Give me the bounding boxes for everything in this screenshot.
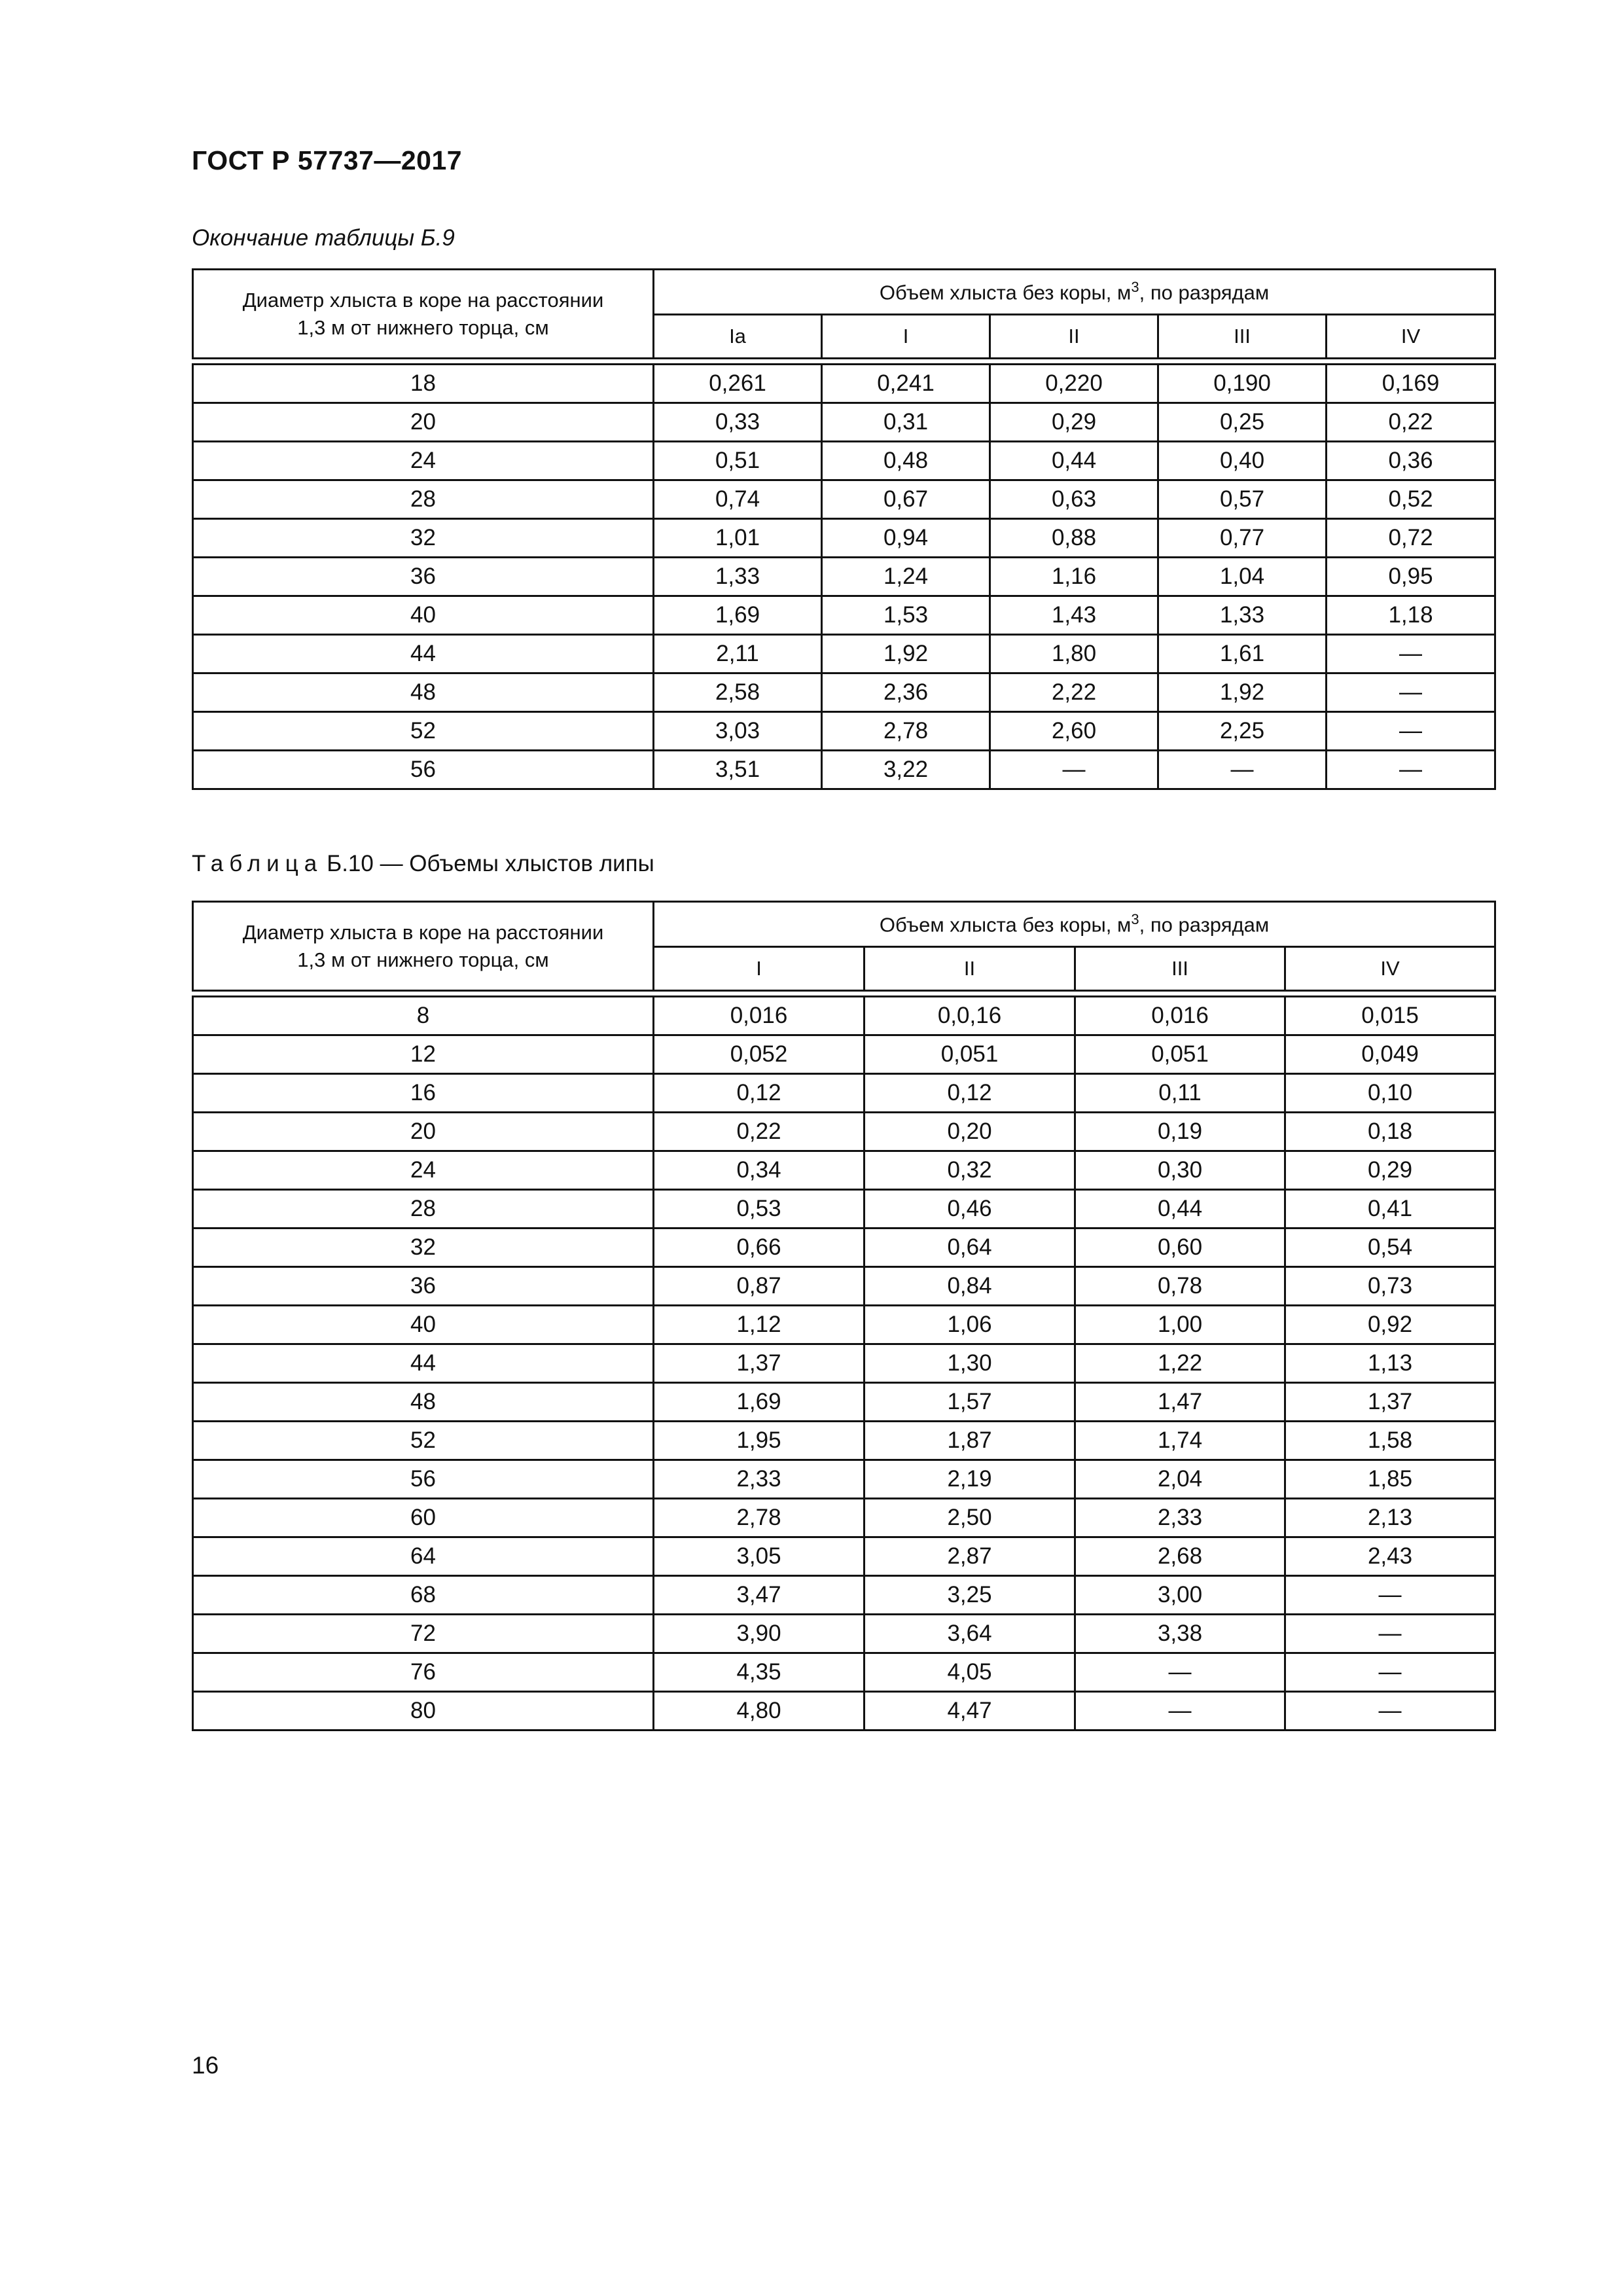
table-b9-volume-cell: 1,33 xyxy=(654,558,822,596)
table-b10-volume-header-text: Объем хлыста без коры, м xyxy=(879,913,1132,937)
table-b10-row xyxy=(193,1499,1495,1537)
table-b10-diameter-cell: 24 xyxy=(193,1151,654,1190)
table-b10-volume-cell: 0,22 xyxy=(654,1113,865,1151)
table-b9-volume-cell: 0,44 xyxy=(990,442,1158,480)
table-b9-diameter-header-line1: Диаметр хлыста в коре на расстоянии xyxy=(242,288,604,312)
table-b9-volume-cell: 1,53 xyxy=(822,596,990,635)
table-b10-row xyxy=(193,1267,1495,1306)
table-b10-diameter-header-line1: Диаметр хлыста в коре на расстоянии xyxy=(242,920,604,944)
table-b10-row xyxy=(193,1074,1495,1113)
table-b10-diameter-cell: 64 xyxy=(193,1537,654,1576)
table-b10-row xyxy=(193,1306,1495,1344)
table-b9-volume-cell: — xyxy=(1327,635,1495,673)
table-b9-volume-cell: 3,51 xyxy=(654,751,822,789)
table-b10-volume-cell: 4,80 xyxy=(654,1692,865,1731)
table-b9-volume-cell: — xyxy=(1327,712,1495,751)
table-b10-volume-cell: 3,00 xyxy=(1075,1576,1285,1615)
table-b9-volume-cell: 0,51 xyxy=(654,442,822,480)
table-b10-volume-cell: 1,58 xyxy=(1285,1422,1495,1460)
table-b10-diameter-cell: 48 xyxy=(193,1383,654,1422)
table-b10-volume-cell: 0,20 xyxy=(865,1113,1075,1151)
table-b9-column-header: IV xyxy=(1327,315,1495,359)
table-b10-volume-cell: 3,64 xyxy=(865,1615,1075,1653)
table-b10-column-header: II xyxy=(865,947,1075,991)
table-b10-volume-cell: 0,12 xyxy=(865,1074,1075,1113)
table-b10-volume-cell: 3,90 xyxy=(654,1615,865,1653)
table-b10-volume-cell: 0,0,16 xyxy=(865,997,1075,1035)
table-b10-volume-cell: 2,33 xyxy=(654,1460,865,1499)
table-b10-diameter-cell: 28 xyxy=(193,1190,654,1229)
table-b10-volume-cell: 0,30 xyxy=(1075,1151,1285,1190)
table-b9-volume-cell: 0,220 xyxy=(990,365,1158,403)
table-b9-volume-cell: 2,36 xyxy=(822,673,990,712)
table-b10-diameter-cell: 40 xyxy=(193,1306,654,1344)
table-b9-diameter-cell: 32 xyxy=(193,519,654,558)
table-b10-volume-cell: 1,00 xyxy=(1075,1306,1285,1344)
table-b9-volume-cell: 0,94 xyxy=(822,519,990,558)
table-b10-volume-cell: — xyxy=(1075,1653,1285,1692)
table-b9-diameter-header-line2: 1,3 м от нижнего торца, см xyxy=(297,315,549,339)
table-b10-row xyxy=(193,1383,1495,1422)
table-b10-volume-cell: 2,87 xyxy=(865,1537,1075,1576)
table-b10-volume-cell: 1,13 xyxy=(1285,1344,1495,1383)
table-b10-diameter-cell: 80 xyxy=(193,1692,654,1731)
table-b9-column-header: Ia xyxy=(654,315,822,359)
table-b10-row xyxy=(193,1229,1495,1267)
table-b10-volume-header-suffix: , по разрядам xyxy=(1139,913,1270,937)
table-b10-volume-cell: 1,30 xyxy=(865,1344,1075,1383)
table-b9-row xyxy=(193,712,1495,751)
table-b10-volume-cell: 0,29 xyxy=(1285,1151,1495,1190)
table-b9-volume-cell: 2,11 xyxy=(654,635,822,673)
table-b10-volume-cell: 0,92 xyxy=(1285,1306,1495,1344)
table-b10-row xyxy=(193,1460,1495,1499)
table-b10-diameter-cell: 76 xyxy=(193,1653,654,1692)
table-b9-volume-cell: 0,77 xyxy=(1158,519,1327,558)
table-b9-volume-cell: 0,25 xyxy=(1158,403,1327,442)
table-b9-row xyxy=(193,751,1495,789)
table-b9-diameter-cell: 20 xyxy=(193,403,654,442)
table-b10-volume-cell: 0,12 xyxy=(654,1074,865,1113)
table-b10-volume-cell: 1,37 xyxy=(654,1344,865,1383)
table-b10-volume-cell: 1,47 xyxy=(1075,1383,1285,1422)
table-b9-column-header: I xyxy=(822,315,990,359)
table-b10-volume-cell: 2,04 xyxy=(1075,1460,1285,1499)
table-b9-volume-cell: 2,60 xyxy=(990,712,1158,751)
table-b9-volume-cell: 0,57 xyxy=(1158,480,1327,519)
table-b10-volume-cell: 0,60 xyxy=(1075,1229,1285,1267)
table-b10-volume-cell: 0,44 xyxy=(1075,1190,1285,1229)
table-b10-row xyxy=(193,1190,1495,1229)
table-b9-column-header: II xyxy=(990,315,1158,359)
table-b10-volume-cell: 0,54 xyxy=(1285,1229,1495,1267)
table-b9-volume-cell: 0,48 xyxy=(822,442,990,480)
table-b10-volume-cell: 2,33 xyxy=(1075,1499,1285,1537)
table-b9-volume-cell: 0,33 xyxy=(654,403,822,442)
table-b10-volume-cell: 0,18 xyxy=(1285,1113,1495,1151)
table-b10-caption-title: Б.10 — Объемы хлыстов липы xyxy=(327,851,654,876)
table-b10-volume-cell: 0,051 xyxy=(1075,1035,1285,1074)
table-b10-volume-cell: 0,73 xyxy=(1285,1267,1495,1306)
table-b9-volume-header-text: Объем хлыста без коры, м xyxy=(879,281,1132,304)
table-b10-diameter-header-line2: 1,3 м от нижнего торца, см xyxy=(297,948,549,971)
table-b9-volume-cell: 2,58 xyxy=(654,673,822,712)
table-b10-volume-cell: 4,47 xyxy=(865,1692,1075,1731)
table-b10-volume-cell: 1,06 xyxy=(865,1306,1075,1344)
table-b9-volume-cell: 0,67 xyxy=(822,480,990,519)
table-b10-volume-cell: 1,37 xyxy=(1285,1383,1495,1422)
table-b10-volume-cell: 2,78 xyxy=(654,1499,865,1537)
table-b10-row xyxy=(193,1035,1495,1074)
table-b10-volume-cell: 0,052 xyxy=(654,1035,865,1074)
table-b9-volume-cell: 2,78 xyxy=(822,712,990,751)
table-b9-volume-cell: 1,16 xyxy=(990,558,1158,596)
table-b10-diameter-cell: 72 xyxy=(193,1615,654,1653)
table-b10-diameter-cell: 32 xyxy=(193,1229,654,1267)
table-b10-volume-cell: 3,47 xyxy=(654,1576,865,1615)
table-b9-volume-header-suffix: , по разрядам xyxy=(1139,281,1270,304)
table-b9-volume-cell: 3,22 xyxy=(822,751,990,789)
table-b10-volume-cell: 3,38 xyxy=(1075,1615,1285,1653)
table-b10-diameter-cell: 20 xyxy=(193,1113,654,1151)
table-b10-column-header: III xyxy=(1075,947,1285,991)
table-b9-row xyxy=(193,558,1495,596)
table-b9-volume-cell: 0,36 xyxy=(1327,442,1495,480)
table-b9-volume-cell: — xyxy=(1327,751,1495,789)
table-b9-row xyxy=(193,403,1495,442)
table-b10-volume-header xyxy=(654,902,1495,947)
table-b10-volume-cell: 0,34 xyxy=(654,1151,865,1190)
table-b10-volume-cell: 1,57 xyxy=(865,1383,1075,1422)
table-b10-volume-cell: — xyxy=(1285,1653,1495,1692)
table-b9-volume-cell: 0,74 xyxy=(654,480,822,519)
table-b10-volume-cell: 0,66 xyxy=(654,1229,865,1267)
table-b10-volume-cell: 1,74 xyxy=(1075,1422,1285,1460)
table-b9-volume-cell: — xyxy=(1158,751,1327,789)
table-b9-volume-cell: 1,92 xyxy=(1158,673,1327,712)
table-b10-diameter-header xyxy=(193,902,654,991)
table-b9-row xyxy=(193,519,1495,558)
table-b9-column-header: III xyxy=(1158,315,1327,359)
table-b10-diameter-cell: 56 xyxy=(193,1460,654,1499)
table-b9-volume-cell: — xyxy=(990,751,1158,789)
table-b10-row xyxy=(193,1615,1495,1653)
table-b10-volume-cell: 0,41 xyxy=(1285,1190,1495,1229)
table-b9-diameter-cell: 18 xyxy=(193,365,654,403)
table-b10-diameter-cell: 68 xyxy=(193,1576,654,1615)
table-b10-volume-header-sup: 3 xyxy=(1131,911,1139,928)
table-b9-volume-cell: 1,18 xyxy=(1327,596,1495,635)
table-b10-diameter-cell: 44 xyxy=(193,1344,654,1383)
table-b10-row xyxy=(193,1113,1495,1151)
table-b9-volume-cell: 0,190 xyxy=(1158,365,1327,403)
table-b9-volume-cell: — xyxy=(1327,673,1495,712)
table-b10-volume-cell: 2,19 xyxy=(865,1460,1075,1499)
table-b9-volume-cell: 0,52 xyxy=(1327,480,1495,519)
page-number: 16 xyxy=(192,2052,219,2079)
table-b10-volume-cell: 4,05 xyxy=(865,1653,1075,1692)
table-b9-volume-cell: 1,01 xyxy=(654,519,822,558)
table-b10-volume-cell: 0,11 xyxy=(1075,1074,1285,1113)
table-b10-volume-cell: 0,051 xyxy=(865,1035,1075,1074)
table-b9-row xyxy=(193,673,1495,712)
table-b9-volume-cell: 0,31 xyxy=(822,403,990,442)
table-b10-volume-cell: — xyxy=(1285,1615,1495,1653)
table-b10-volume-cell: 0,78 xyxy=(1075,1267,1285,1306)
table-b10-caption-label: Таблица xyxy=(192,851,323,876)
table-b9-caption: Окончание таблицы Б.9 xyxy=(192,225,455,251)
table-b9-diameter-cell: 44 xyxy=(193,635,654,673)
table-b10-volume-cell: 2,68 xyxy=(1075,1537,1285,1576)
table-b10-volume-cell: 0,049 xyxy=(1285,1035,1495,1074)
table-b9-volume-cell: 0,29 xyxy=(990,403,1158,442)
table-b10-volume-cell: — xyxy=(1285,1692,1495,1731)
table-b9-diameter-cell: 48 xyxy=(193,673,654,712)
table-b10-volume-cell: 3,05 xyxy=(654,1537,865,1576)
table-b9-diameter-cell: 56 xyxy=(193,751,654,789)
table-b10-volume-cell: 0,87 xyxy=(654,1267,865,1306)
table-b10-volume-cell: 0,015 xyxy=(1285,997,1495,1035)
table-b9-volume-cell: 1,80 xyxy=(990,635,1158,673)
table-b10-volume-cell: 0,016 xyxy=(1075,997,1285,1035)
table-b9-volume-cell: 1,61 xyxy=(1158,635,1327,673)
table-b10-volume-cell: 2,50 xyxy=(865,1499,1075,1537)
table-b10-volume-cell: 4,35 xyxy=(654,1653,865,1692)
table-b10-volume-cell: 0,53 xyxy=(654,1190,865,1229)
table-b10-diameter-cell: 8 xyxy=(193,997,654,1035)
table-b10-row xyxy=(193,1537,1495,1576)
table-b9-volume-cell: 1,69 xyxy=(654,596,822,635)
table-b9-volume-cell: 1,33 xyxy=(1158,596,1327,635)
table-b10-volume-cell: — xyxy=(1285,1576,1495,1615)
table-b9-volume-cell: 0,261 xyxy=(654,365,822,403)
document-header: ГОСТ Р 57737—2017 xyxy=(192,145,463,175)
table-b10-volume-cell: 0,84 xyxy=(865,1267,1075,1306)
table-b10-volume-cell: — xyxy=(1075,1692,1285,1731)
table-b10-row xyxy=(193,1344,1495,1383)
table-b9-volume-cell: 0,241 xyxy=(822,365,990,403)
table-b10-volume-cell: 1,95 xyxy=(654,1422,865,1460)
table-b10-column-header: IV xyxy=(1285,947,1495,991)
table-b9 xyxy=(192,268,1496,790)
table-b9-volume-cell: 0,63 xyxy=(990,480,1158,519)
table-b9-header-separator xyxy=(193,359,1495,365)
table-b9-diameter-cell: 40 xyxy=(193,596,654,635)
table-b10-caption xyxy=(192,851,654,877)
table-b10-volume-cell: 0,46 xyxy=(865,1190,1075,1229)
table-b9-volume-cell: 3,03 xyxy=(654,712,822,751)
table-b10-row xyxy=(193,1653,1495,1692)
table-b9-volume-header-sup: 3 xyxy=(1131,279,1139,296)
table-b10-row xyxy=(193,1692,1495,1731)
table-b9-volume-cell: 2,22 xyxy=(990,673,1158,712)
table-b10-volume-cell: 1,85 xyxy=(1285,1460,1495,1499)
table-b10-volume-cell: 0,64 xyxy=(865,1229,1075,1267)
table-b9-volume-cell: 0,169 xyxy=(1327,365,1495,403)
table-b10-volume-cell: 3,25 xyxy=(865,1576,1075,1615)
table-b10-volume-cell: 1,22 xyxy=(1075,1344,1285,1383)
table-b9-row xyxy=(193,480,1495,519)
table-b10-volume-cell: 0,32 xyxy=(865,1151,1075,1190)
table-b9-diameter-cell: 52 xyxy=(193,712,654,751)
table-b9-volume-cell: 2,25 xyxy=(1158,712,1327,751)
table-b10-diameter-cell: 60 xyxy=(193,1499,654,1537)
table-b9-volume-cell: 0,95 xyxy=(1327,558,1495,596)
table-b9-volume-cell: 0,72 xyxy=(1327,519,1495,558)
table-b10-volume-cell: 0,016 xyxy=(654,997,865,1035)
table-b10 xyxy=(192,901,1496,1731)
table-b9-volume-cell: 0,22 xyxy=(1327,403,1495,442)
table-b9-row xyxy=(193,365,1495,403)
table-b9-diameter-cell: 28 xyxy=(193,480,654,519)
table-b9-volume-cell: 0,40 xyxy=(1158,442,1327,480)
table-b10-volume-cell: 0,19 xyxy=(1075,1113,1285,1151)
table-b10-volume-cell: 1,12 xyxy=(654,1306,865,1344)
table-b9-volume-cell: 1,43 xyxy=(990,596,1158,635)
table-b10-column-header: I xyxy=(654,947,865,991)
table-b10-row xyxy=(193,1151,1495,1190)
table-b10-diameter-cell: 52 xyxy=(193,1422,654,1460)
table-b10-row xyxy=(193,1422,1495,1460)
table-b10-row xyxy=(193,997,1495,1035)
table-b10-volume-cell: 2,43 xyxy=(1285,1537,1495,1576)
table-b10-volume-cell: 0,10 xyxy=(1285,1074,1495,1113)
table-b9-diameter-cell: 24 xyxy=(193,442,654,480)
table-b10-diameter-cell: 36 xyxy=(193,1267,654,1306)
table-b9-row xyxy=(193,635,1495,673)
table-b10-volume-cell: 1,87 xyxy=(865,1422,1075,1460)
table-b9-row xyxy=(193,442,1495,480)
table-b9-volume-header xyxy=(654,270,1495,315)
table-b10-volume-cell: 1,69 xyxy=(654,1383,865,1422)
table-b9-diameter-header xyxy=(193,270,654,359)
table-b9-row xyxy=(193,596,1495,635)
table-b10-header-separator xyxy=(193,991,1495,997)
table-b9-volume-cell: 0,88 xyxy=(990,519,1158,558)
table-b9-diameter-cell: 36 xyxy=(193,558,654,596)
table-b10-row xyxy=(193,1576,1495,1615)
table-b10-volume-cell: 2,13 xyxy=(1285,1499,1495,1537)
table-b10-diameter-cell: 16 xyxy=(193,1074,654,1113)
table-b9-volume-cell: 1,24 xyxy=(822,558,990,596)
table-b9-volume-cell: 1,92 xyxy=(822,635,990,673)
table-b10-diameter-cell: 12 xyxy=(193,1035,654,1074)
table-b9-volume-cell: 1,04 xyxy=(1158,558,1327,596)
